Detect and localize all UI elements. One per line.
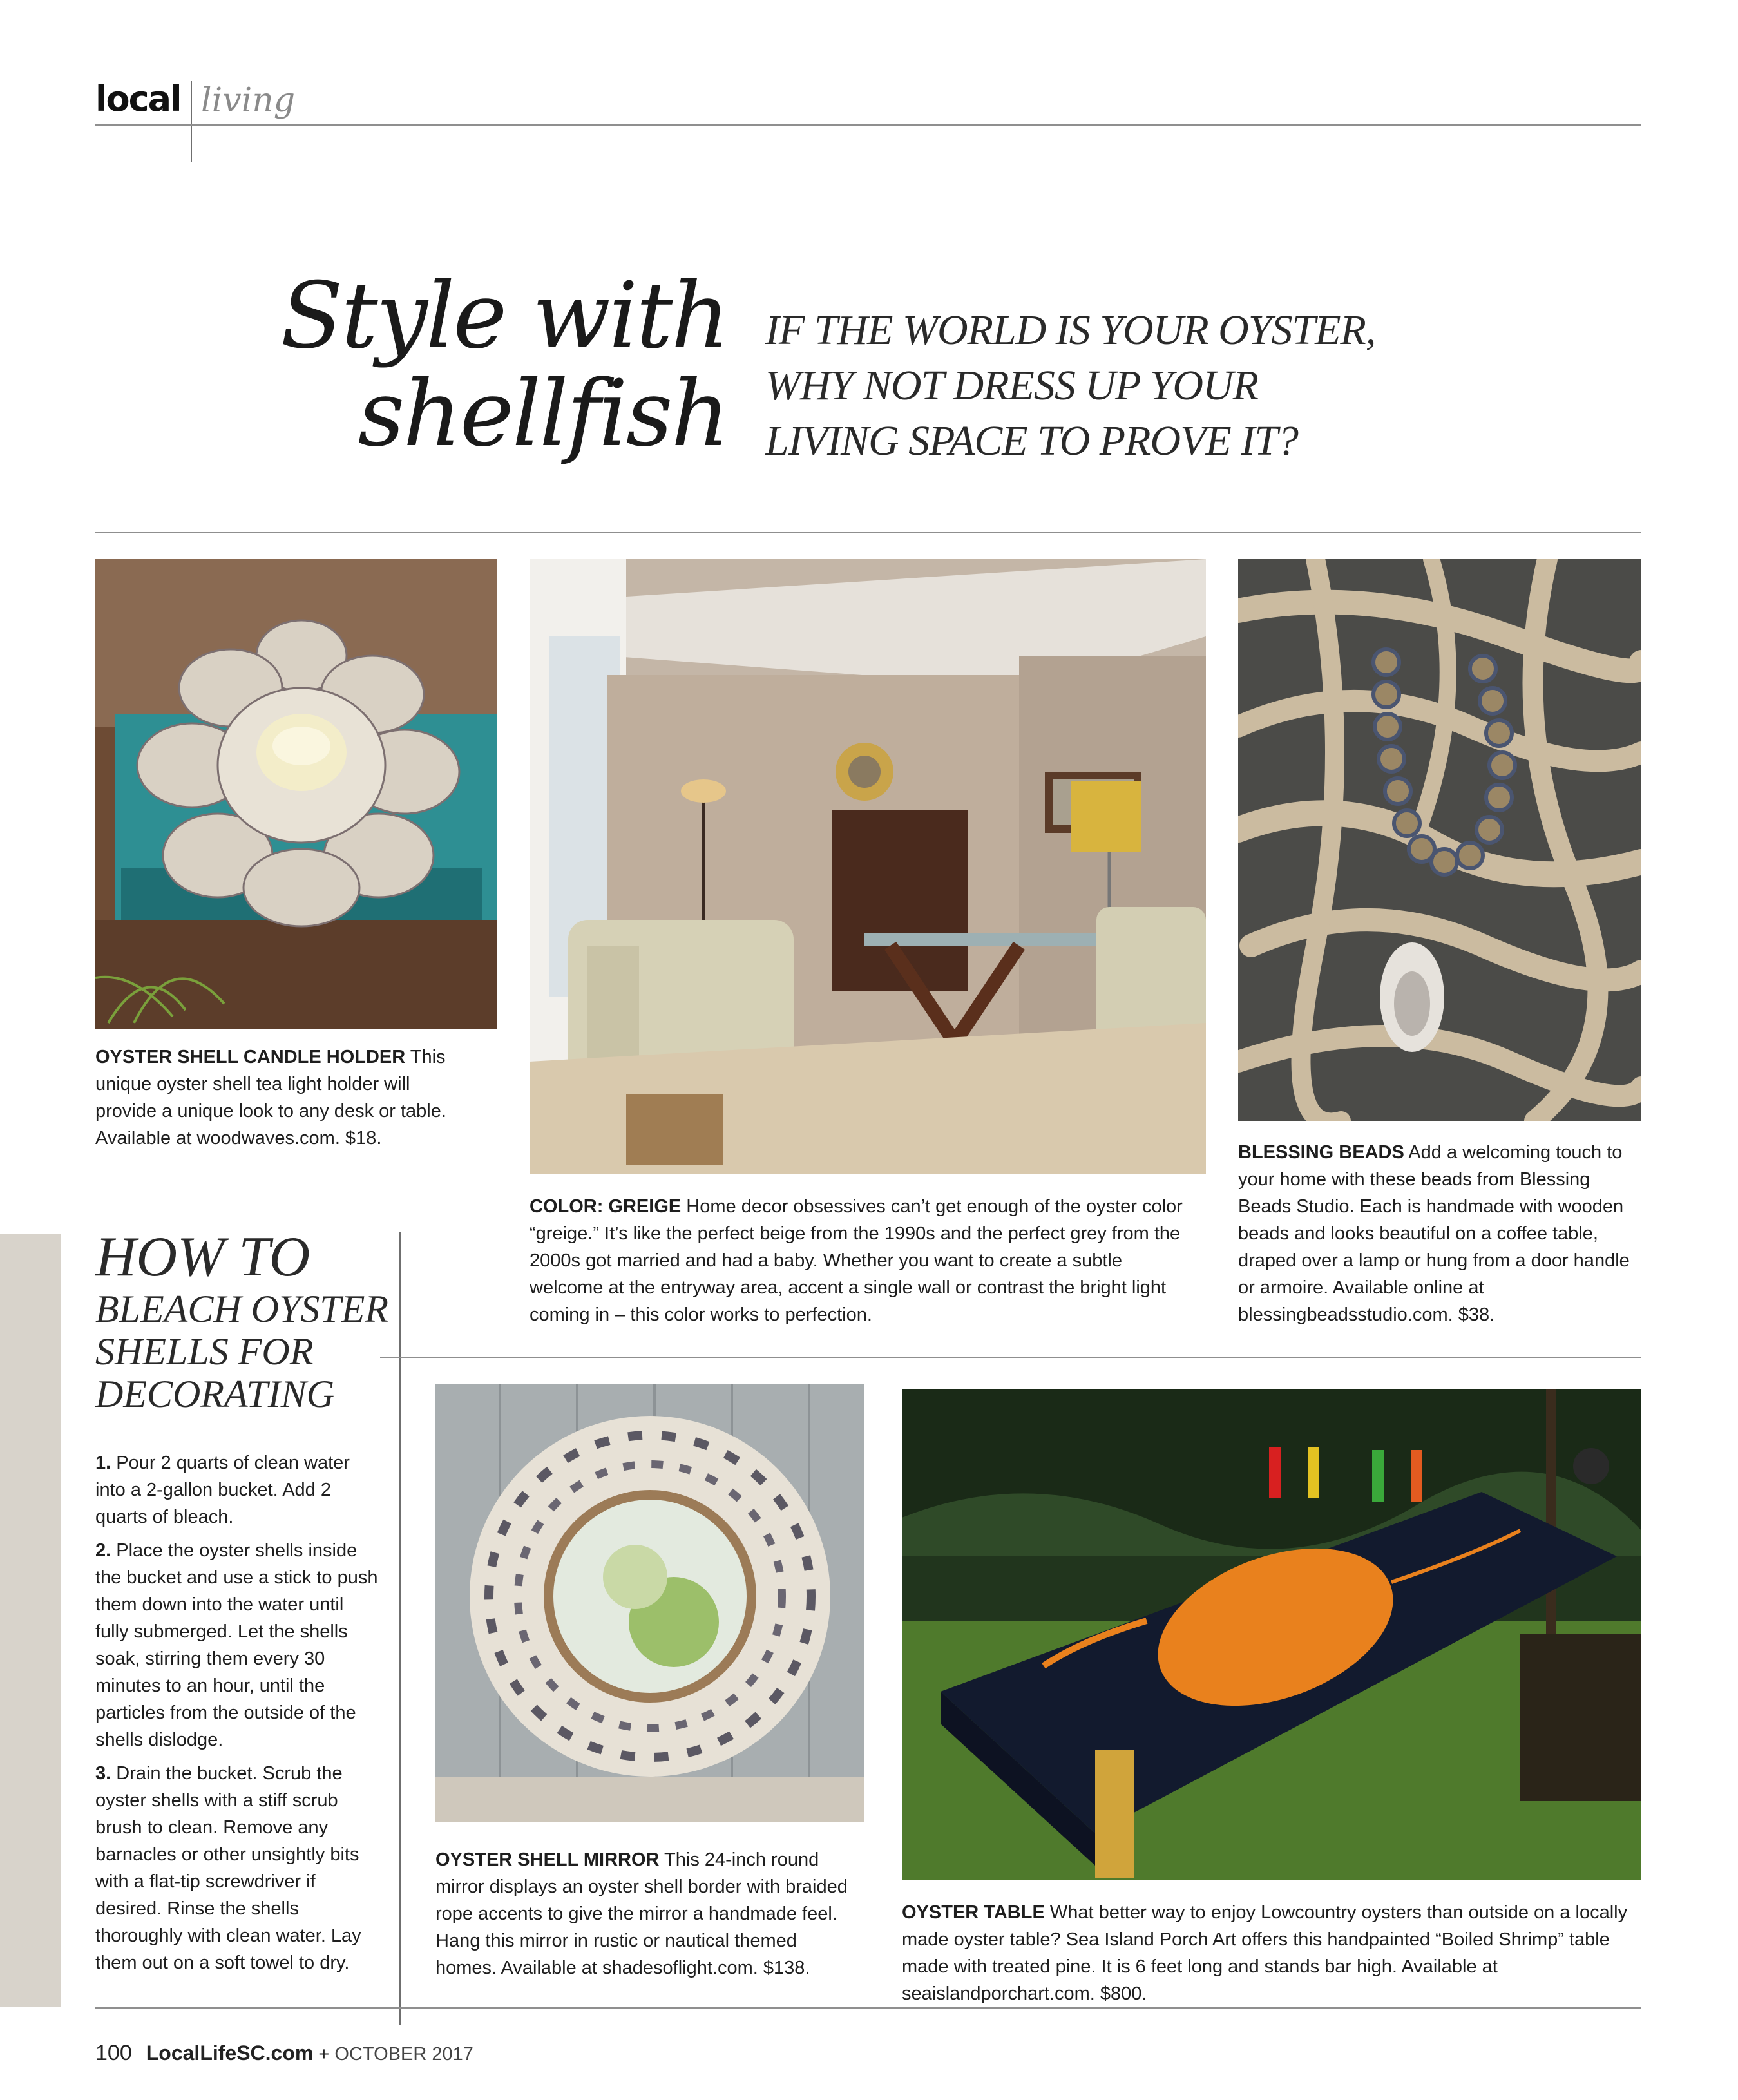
title-line-1: Style with	[280, 263, 728, 369]
howto-title-2: BLEACH OYSTER	[95, 1288, 389, 1330]
deck-line-2: WHY NOT DRESS UP YOUR	[765, 362, 1258, 409]
brand-local: local	[95, 79, 181, 119]
sidebar-accent-bar	[0, 1234, 61, 2007]
step-number: 1.	[95, 1453, 111, 1473]
deck-line-3: LIVING SPACE TO PROVE IT?	[765, 417, 1298, 464]
oyster-mirror-caption	[435, 1846, 854, 1981]
blessing-beads-caption	[1238, 1139, 1641, 1328]
oyster-mirror-text: This 24-inch round mirror displays an oyster shell border with braided rope accents to give the mirror a handmade feel. Hang this mirror in rustic or nautical themed homes. Available at shadesoflight.com. $138.	[435, 1849, 848, 1978]
candle-holder-photo	[95, 559, 497, 1029]
deck-line-1: IF THE WORLD IS YOUR OYSTER,	[765, 307, 1376, 354]
howto-heading	[95, 1227, 398, 1415]
howto-step	[95, 1537, 379, 1753]
greige-label: COLOR: GREIGE	[530, 1196, 682, 1217]
title-line-2: shellfish	[358, 361, 728, 467]
greige-text: Home decor obsessives can’t get enough of the oyster color “greige.” It’s like the perfect beige from the 1990s and the perfect grey from the 2000s got married and had a baby. Whether you want to create a subtle welcome at the entryway area, accent a single wall or contrast the bright light coming in – this color works to perfection.	[530, 1196, 1183, 1325]
step-text: Pour 2 quarts of clean water into a 2-gallon bucket. Add 2 quarts of bleach.	[95, 1453, 350, 1527]
howto-title-4: DECORATING	[95, 1373, 335, 1415]
oyster-table-label: OYSTER TABLE	[902, 1902, 1045, 1923]
header-rule	[95, 124, 1641, 126]
footer-rule	[95, 2007, 1641, 2009]
oyster-table-caption	[902, 1899, 1649, 2007]
page-title	[193, 263, 728, 467]
oyster-table-text: What better way to enjoy Lowcountry oysters than outside on a locally made oyster table? Sea Island Porch Art offers this handpainted “Boiled Shrimp” table made with treated pine. It is 6 feet long and stands bar high. Available at seaislandporchart.com. $800.	[902, 1902, 1628, 2004]
step-text: Place the oyster shells inside the bucket and use a stick to push them down into the water until fully submerged. Let the shells soak, stirring them every 30 minutes to an hour, until the particles from the outside of the shells dislodge.	[95, 1540, 378, 1750]
candle-holder-caption	[95, 1044, 463, 1152]
blessing-beads-label: BLESSING BEADS	[1238, 1142, 1404, 1163]
footer	[95, 2041, 473, 2066]
footer-date: OCTOBER 2017	[334, 2044, 473, 2065]
header-divider	[191, 81, 192, 162]
candle-holder-text: This unique oyster shell tea light holder will provide a unique look to any desk or table. Available at woodwaves.com. $18.	[95, 1047, 446, 1149]
deck	[765, 303, 1538, 469]
step-text: Drain the bucket. Scrub the oyster shells with a stiff scrub brush to clean. Remove any barnacles or other unsightly bits with a flat-tip screwdriver if desired. Rinse the shells thoroughly with clean water. Lay them out on a soft towel to dry.	[95, 1763, 361, 1973]
howto-title-3: SHELLS FOR	[95, 1330, 314, 1373]
greige-caption	[530, 1193, 1199, 1328]
footer-separator: +	[313, 2044, 335, 2065]
section-living: living	[201, 81, 296, 120]
candle-holder-label: OYSTER SHELL CANDLE HOLDER	[95, 1047, 406, 1067]
howto-step	[95, 1760, 379, 1976]
title-rule	[95, 532, 1641, 533]
howto-title-1: HOW TO	[95, 1226, 310, 1288]
oyster-mirror-label: OYSTER SHELL MIRROR	[435, 1849, 660, 1870]
oyster-mirror-photo	[435, 1384, 864, 1822]
page-number: 100	[95, 2041, 132, 2065]
howto-steps	[95, 1449, 379, 1983]
step-number: 3.	[95, 1763, 111, 1784]
footer-site: LocalLifeSC.com	[146, 2041, 314, 2065]
middle-rule	[380, 1357, 1641, 1358]
blessing-beads-text: Add a welcoming touch to your home with these beads from Blessing Beads Studio. Each is handmade with wooden beads and looks beautiful on a coffee table, draped over a lamp or hung from a door handle or armoire. Available online at blessingbeadsstudio.com. $38.	[1238, 1142, 1630, 1325]
step-number: 2.	[95, 1540, 111, 1561]
howto-step	[95, 1449, 379, 1531]
greige-room-photo	[530, 559, 1206, 1174]
oyster-table-photo	[902, 1389, 1641, 1880]
howto-divider	[399, 1232, 401, 2025]
blessing-beads-photo	[1238, 559, 1641, 1121]
